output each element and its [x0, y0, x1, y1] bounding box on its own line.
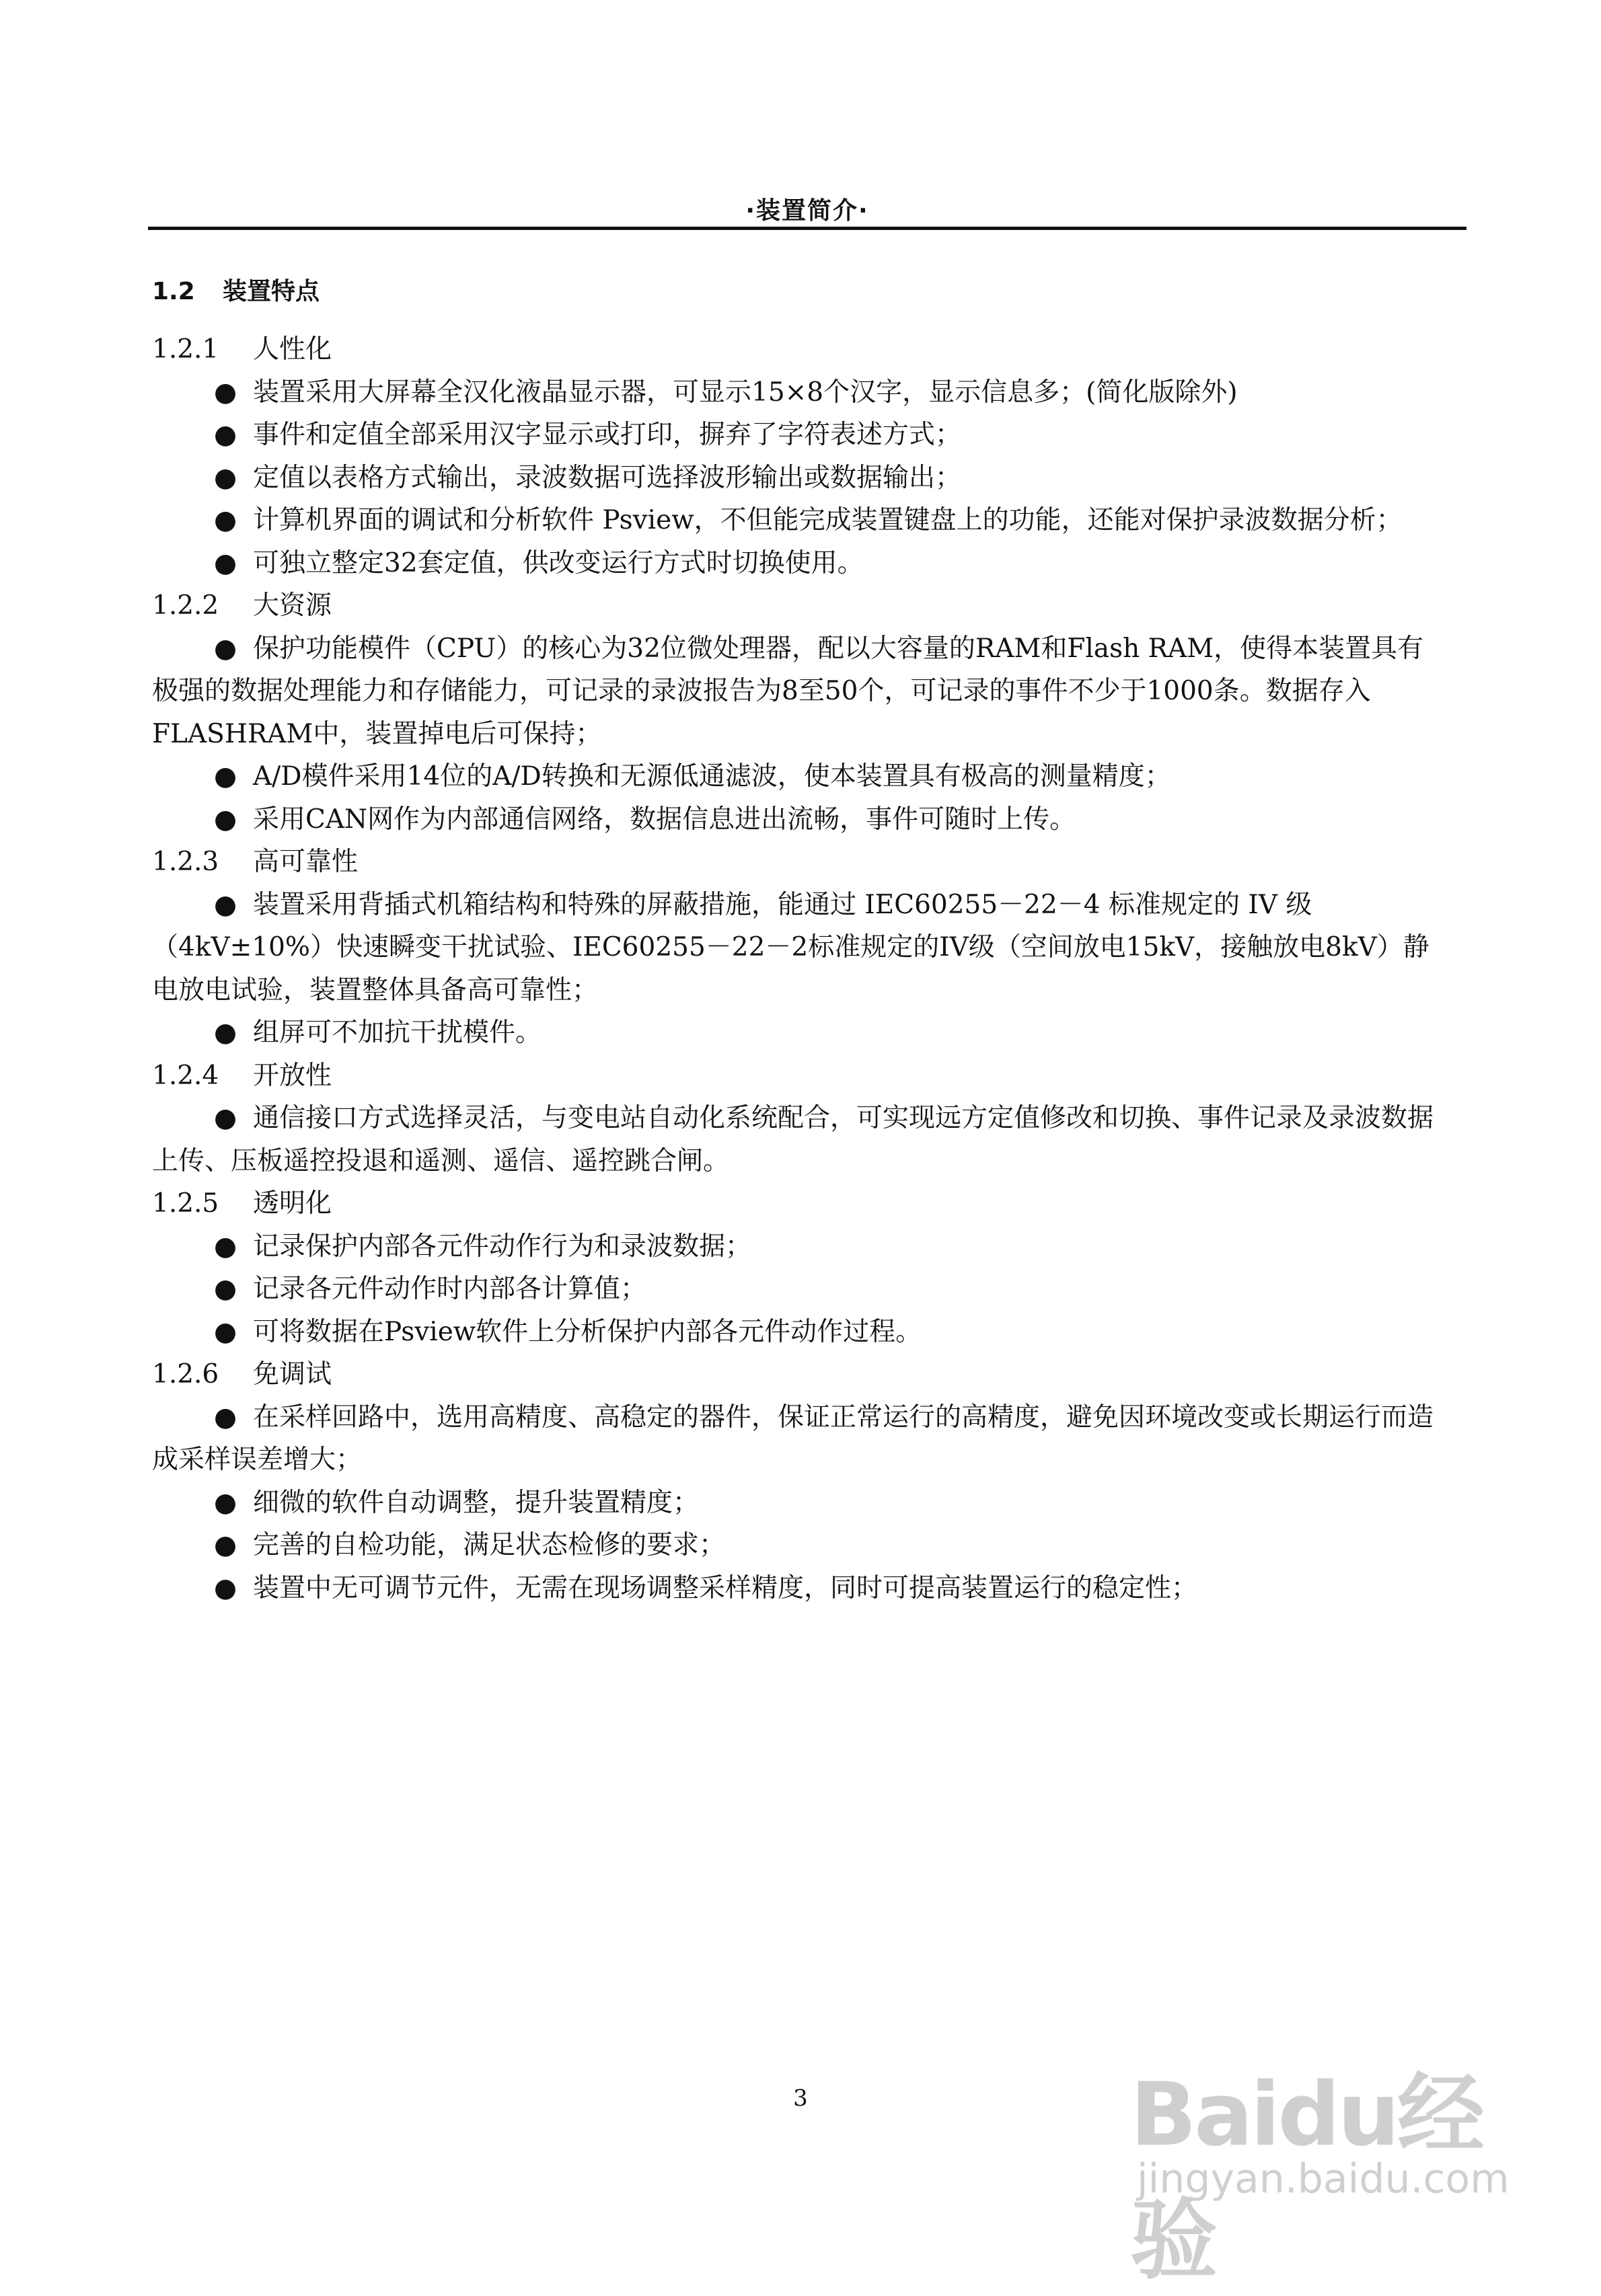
bullet-icon: ● — [214, 547, 237, 578]
list-item-text: 计算机界面的调试和分析软件 Psview，不但能完成装置键盘上的功能，还能对保护录波数据分析； — [253, 505, 1403, 535]
list-item-text: 保护功能模件（CPU）的核心为32位微处理器，配以大容量的RAM和Flash RAM，使得本装置具有极强的数据处理能力和存储能力，可记录的录波报告为8至50个，可记录的事件不少于1000条。数据存入FLASHRAM中，装置掉电后可保持； — [152, 633, 1424, 749]
subsection-number: 1.2.1 — [152, 334, 219, 365]
watermark-url: jingyan.baidu.com — [1137, 2155, 1510, 2203]
watermark-logo: Baidu经验 — [1130, 2063, 1482, 2291]
list-item — [152, 499, 1444, 542]
list-item — [152, 371, 1444, 414]
subsection-number: 1.2.4 — [152, 1060, 219, 1091]
section-title: 装置特点 — [223, 278, 320, 305]
subsection-heading — [152, 1353, 1444, 1396]
list-item — [152, 1011, 1444, 1055]
bullet-icon: ● — [214, 1018, 237, 1048]
subsection-title: 透明化 — [253, 1188, 332, 1219]
list-item-text: 装置中无可调节元件，无需在现场调整采样精度，同时可提高装置运行的稳定性； — [253, 1572, 1198, 1603]
section-heading — [152, 272, 320, 307]
list-item-text: 可将数据在Psview软件上分析保护内部各元件动作过程。 — [253, 1316, 922, 1347]
subsection-title: 高可靠性 — [253, 847, 359, 877]
list-item-text: 组屏可不加抗干扰模件。 — [253, 1018, 542, 1048]
section-number: 1.2 — [152, 278, 195, 305]
list-item — [152, 1524, 1444, 1567]
list-item — [152, 1225, 1444, 1268]
list-item — [152, 1097, 1444, 1182]
document-body — [152, 328, 1444, 1609]
bullet-icon: ● — [214, 1487, 237, 1518]
subsection-heading — [152, 841, 1444, 884]
list-item-text: 记录各元件动作时内部各计算值； — [253, 1274, 647, 1304]
bullet-icon: ● — [214, 889, 237, 920]
bullet-icon: ● — [214, 633, 237, 664]
bullet-icon: ● — [214, 804, 237, 835]
bullet-icon: ● — [214, 1316, 237, 1347]
list-item — [152, 1482, 1444, 1525]
bullet-icon: ● — [214, 1530, 237, 1560]
subsection-title: 人性化 — [253, 334, 332, 365]
bullet-icon: ● — [214, 377, 237, 408]
subsection-number: 1.2.6 — [152, 1359, 219, 1389]
list-item — [152, 1567, 1444, 1610]
list-item — [152, 1311, 1444, 1354]
bullet-icon: ● — [214, 1231, 237, 1262]
subsection-heading — [152, 1182, 1444, 1225]
list-item-text: 完善的自检功能，满足状态检修的要求； — [253, 1530, 726, 1560]
list-item-text: 采用CAN网作为内部通信网络，数据信息进出流畅，事件可随时上传。 — [253, 804, 1076, 835]
bullet-icon: ● — [214, 505, 237, 535]
list-item-text: 在采样回路中，选用高精度、高稳定的器件，保证正常运行的高精度，避免因环境改变或长期运行而造成采样误差增大； — [152, 1402, 1434, 1475]
subsection-number: 1.2.2 — [152, 590, 219, 621]
bullet-icon: ● — [214, 761, 237, 792]
list-item-text: 可独立整定32套定值，供改变运行方式时切换使用。 — [253, 547, 864, 578]
list-item — [152, 884, 1444, 1012]
page-number: 3 — [793, 2085, 808, 2112]
list-item — [152, 627, 1444, 756]
list-item — [152, 1396, 1444, 1482]
list-item — [152, 542, 1444, 585]
subsection-title: 大资源 — [253, 590, 332, 621]
list-item-text: 定值以表格方式输出，录波数据可选择波形输出或数据输出； — [253, 462, 962, 493]
list-item-text: 装置采用大屏幕全汉化液晶显示器，可显示15×8个汉字，显示信息多；(简化版除外) — [253, 377, 1238, 408]
list-item — [152, 755, 1444, 798]
subsection-number: 1.2.5 — [152, 1188, 219, 1219]
subsection-heading — [152, 584, 1444, 627]
bullet-icon: ● — [214, 420, 237, 450]
header-divider — [148, 227, 1466, 230]
subsection-title: 开放性 — [253, 1060, 332, 1091]
list-item — [152, 798, 1444, 841]
subsection-heading — [152, 328, 1444, 371]
list-item-text: 记录保护内部各元件动作行为和录波数据； — [253, 1231, 752, 1262]
list-item-text: 事件和定值全部采用汉字显示或打印，摒弃了字符表述方式； — [253, 420, 962, 450]
bullet-icon: ● — [214, 1572, 237, 1603]
subsection-number: 1.2.3 — [152, 847, 219, 877]
list-item-text: A/D模件采用14位的A/D转换和无源低通滤波，使本装置具有极高的测量精度； — [253, 761, 1171, 792]
list-item-text: 通信接口方式选择灵活，与变电站自动化系统配合，可实现远方定值修改和切换、事件记录及录波数据上传、压板遥控投退和遥测、遥信、遥控跳合闸。 — [152, 1103, 1434, 1176]
subsection-title: 免调试 — [253, 1359, 332, 1389]
subsection-heading — [152, 1055, 1444, 1098]
page-header-title: ·装置简介· — [745, 197, 869, 225]
list-item-text: 细微的软件自动调整，提升装置精度； — [253, 1487, 700, 1518]
bullet-icon: ● — [214, 1274, 237, 1304]
list-item — [152, 457, 1444, 500]
list-item — [152, 1268, 1444, 1311]
bullet-icon: ● — [214, 1103, 237, 1133]
list-item — [152, 414, 1444, 457]
watermark — [1117, 2004, 1561, 2291]
list-item-text: 装置采用背插式机箱结构和特殊的屏蔽措施，能通过 IEC60255－22－4 标准规定的 IV 级（4kV±10%）快速瞬变干扰试验、IEC60255－22－2标准规定的IV级（空间放电15kV，接触放电8kV）静电放电试验，装置整体具备高可靠性； — [152, 889, 1429, 1005]
bullet-icon: ● — [214, 462, 237, 493]
bullet-icon: ● — [214, 1402, 237, 1432]
